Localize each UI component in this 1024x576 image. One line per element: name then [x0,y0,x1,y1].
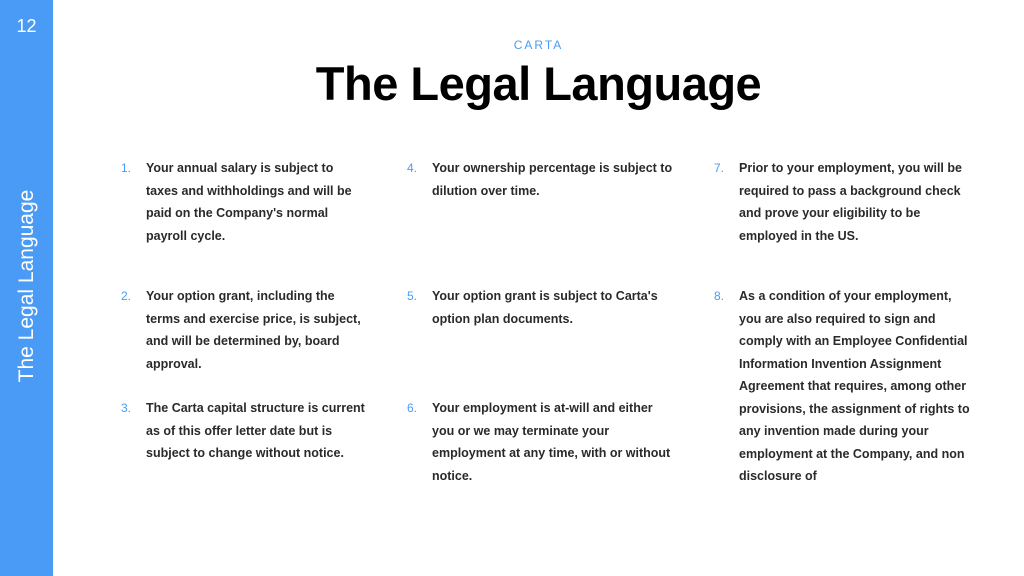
list-item-text: As a condition of your employment, you are also required to sign and comply with an Employee Confidential Information Invention Assignment Agreement that requires, among other provisions, the assignment of rights to any invention made during your employment at the Company, and non disclosure of [739,289,970,483]
list-item-number: 2. [121,289,132,303]
list-item-text: Your employment is at-will and either you or we may terminate your employment at any time, with or without notice. [432,401,671,483]
list-item [121,397,366,465]
list-item-number: 4. [407,161,418,175]
list-item [407,285,675,330]
list-item [407,157,675,202]
list-item-text: Your option grant is subject to Carta's option plan documents. [432,289,658,326]
list-item [714,157,976,247]
list-item [121,285,366,375]
list-item-text: Your ownership percentage is subject to dilution over time. [432,161,673,198]
sidebar [0,0,53,576]
list-item [407,397,675,487]
list-item-text: The Carta capital structure is current as of this offer letter date but is subject to change without notice. [146,401,365,460]
page-number: 12 [16,16,37,36]
list-item-number: 6. [407,401,418,415]
list-item [121,157,366,247]
list-item-text: Prior to your employment, you will be required to pass a background check and prove your eligibility to be employed in the US. [739,161,962,243]
brand-label: CARTA [513,38,564,52]
list-item [714,285,976,488]
list-item-number: 8. [714,289,725,303]
list-item-number: 5. [407,289,418,303]
list-item-text: Your option grant, including the terms and exercise price, is subject, and will be determined by, board approval. [146,289,361,371]
page-title: The Legal Language [315,57,762,110]
sidebar-title: The Legal Language [15,189,38,383]
list-item-text: Your annual salary is subject to taxes and withholdings and will be paid on the Company's normal payroll cycle. [146,161,352,243]
list-item-number: 3. [121,401,132,415]
list-item-number: 7. [714,161,725,175]
list-item-number: 1. [121,161,132,175]
